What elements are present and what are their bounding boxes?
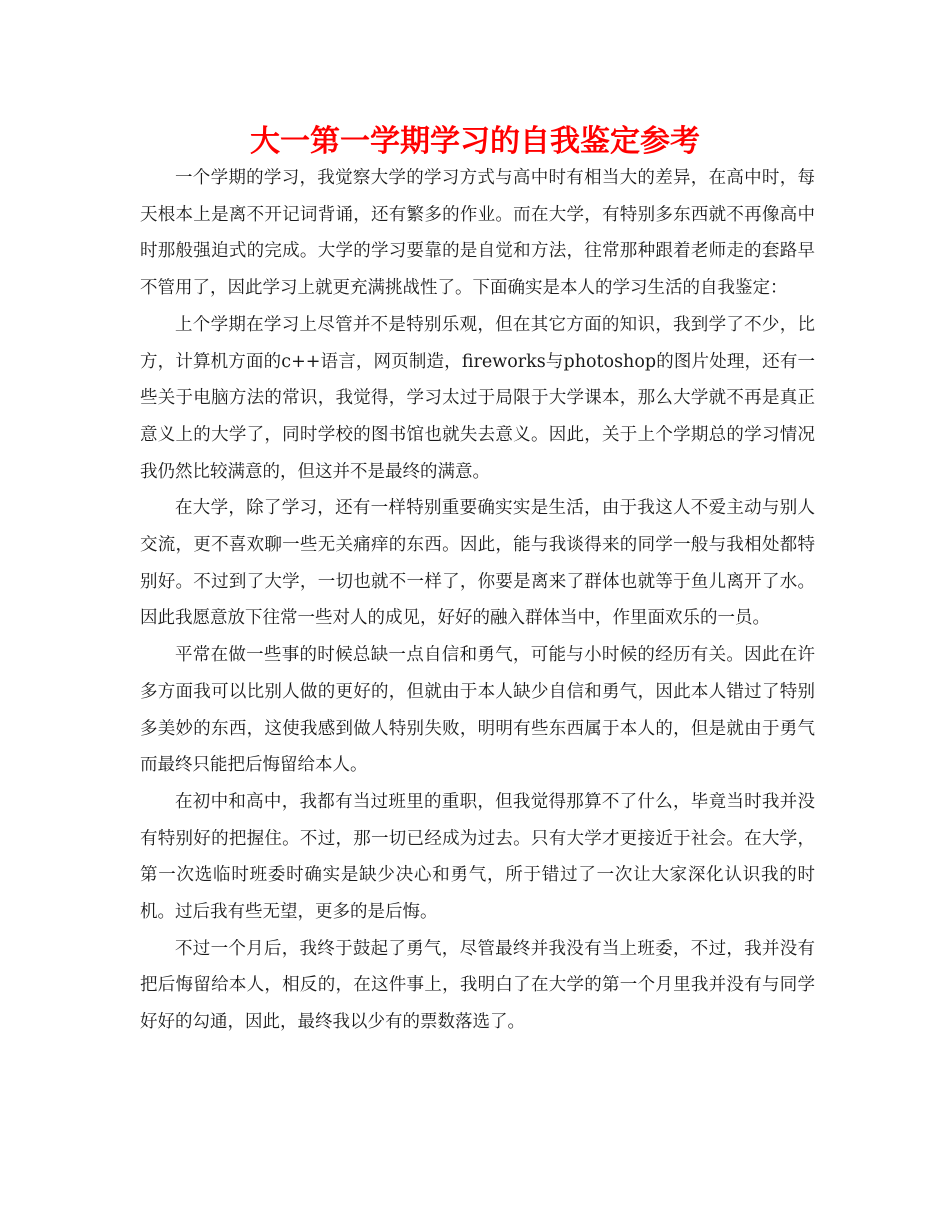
paragraph-5: 在初中和高中，我都有当过班里的重职，但我觉得那算不了什么，毕竟当时我并没有特别好的把握住。不过，那一切已经成为过去。只有大学才更接近于社会。在大学，第一次选临时班委时确实是缺少决心和勇气，所于错过了一次让大家深化认识我的时机。过后我有些无望，更多的是后悔。 xyxy=(140,791,815,923)
document-body xyxy=(140,160,815,1041)
paragraph-4: 平常在做一些事的时候总缺一点自信和勇气，可能与小时候的经历有关。因此在许多方面我可以比别人做的更好的，但就由于本人缺少自信和勇气，因此本人错过了特别多美妙的东西，这使我感到做人特别失败，明明有些东西属于本人的，但是就由于勇气而最终只能把后悔留给本人。 xyxy=(140,645,815,776)
paragraph-2: 上个学期在学习上尽管并不是特别乐观，但在其它方面的知识，我到学了不少，比方，计算机方面的c++语言，网页制造，fireworks与photoshop的图片处理，还有一些关于电脑方法的常识，我觉得，学习太过于局限于大学课本，那么大学就不再是真正意义上的大学了，同时学校的图书馆也就失去意义。因此，关于上个学期总的学习情况我仍然比较满意的，但这并不是最终的满意。 xyxy=(140,314,815,482)
document-title: 大一第一学期学习的自我鉴定参考 xyxy=(250,124,700,159)
paragraph-3: 在大学，除了学习，还有一样特别重要确实实是生活，由于我这人不爱主动与别人交流，更不喜欢聊一些无关痛痒的东西。因此，能与我谈得来的同学一般与我相处都特别好。不过到了大学，一切也就不一样了，你要是离来了群体也就等于鱼儿离开了水。因此我愿意放下往常一些对人的成见，好好的融入群体当中，作里面欢乐的一员。 xyxy=(140,498,815,629)
paragraph-6: 不过一个月后，我终于鼓起了勇气，尽管最终并我没有当上班委，不过，我并没有把后悔留给本人，相反的，在这件事上，我明白了在大学的第一个月里我并没有与同学好好的勾通，因此，最终我以少有的票数落选了。 xyxy=(140,938,815,1033)
paragraph-1: 一个学期的学习，我觉察大学的学习方式与高中时有相当大的差异，在高中时，每天根本上是离不开记词背诵，还有繁多的作业。而在大学，有特别多东西就不再像高中时那般强迫式的完成。大学的学习要靠的是自觉和方法，往常那种跟着老师走的套路早不管用了，因此学习上就更充满挑战性了。下面确实是本人的学习生活的自我鉴定： xyxy=(140,168,815,299)
